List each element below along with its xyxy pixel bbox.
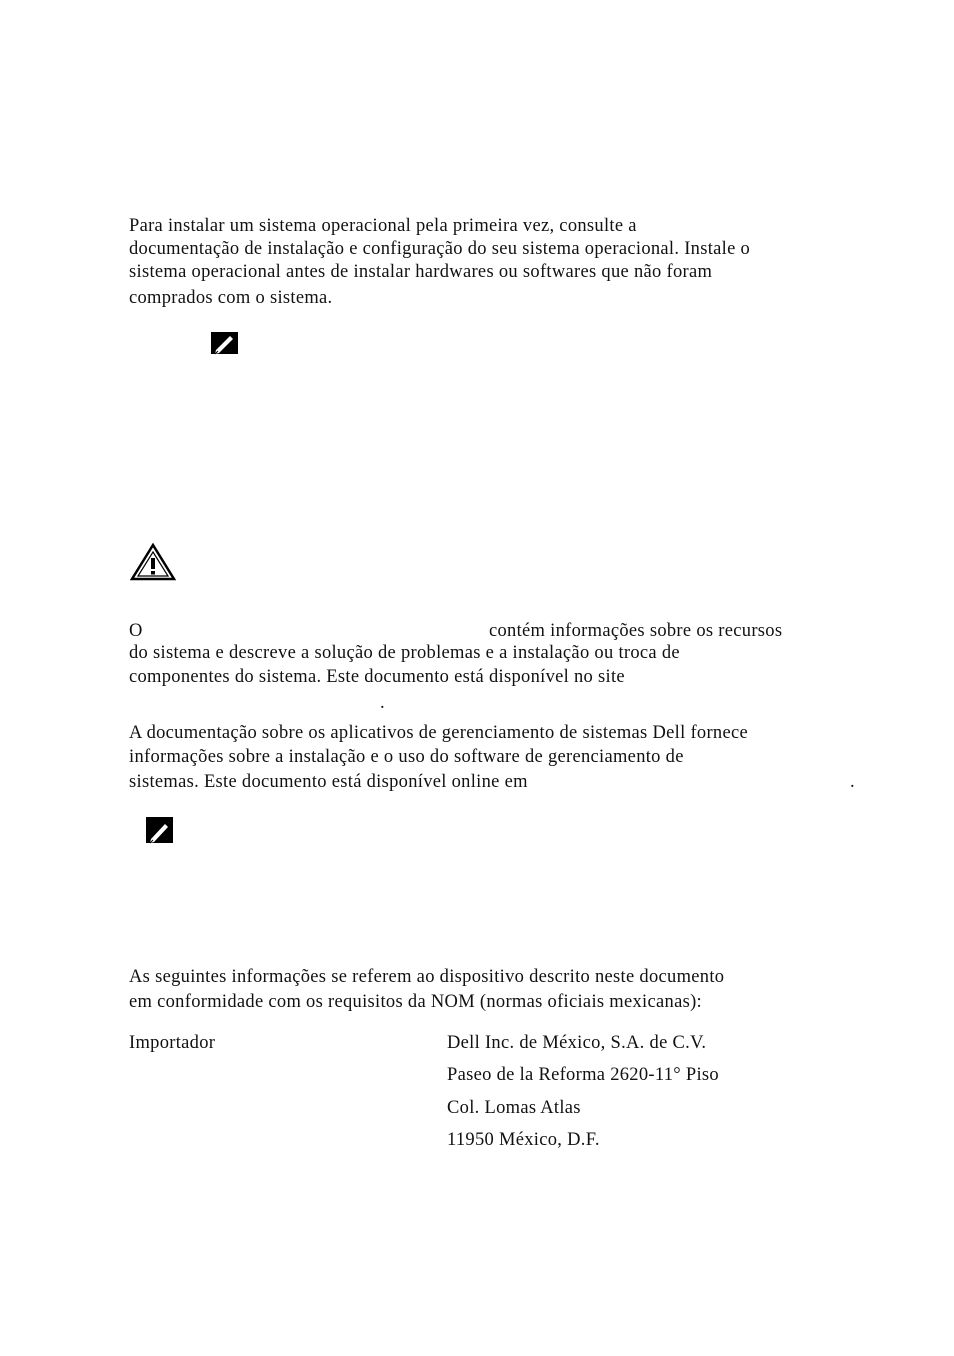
importer-label: Importador [129, 1033, 216, 1053]
manual-line-1-start: O [129, 621, 143, 641]
management-line-3-period: . [850, 772, 855, 792]
intro-line-4: comprados com o sistema. [129, 288, 333, 308]
manual-line-1-end: contém informações sobre os recursos [489, 621, 783, 641]
manual-line-2: do sistema e descreve a solução de problemas e a instalação ou troca de [129, 643, 680, 663]
management-line-3: sistemas. Este documento está disponível online em [129, 772, 528, 792]
intro-line-3: sistema operacional antes de instalar hardwares ou softwares que não foram [129, 262, 713, 282]
note-pencil-icon [209, 330, 240, 356]
importer-address-line-1: Dell Inc. de México, S.A. de C.V. [447, 1033, 707, 1053]
nom-line-2: em conformidade com os requisitos da NOM (normas oficiais mexicanas): [129, 992, 702, 1012]
importer-address-line-3: Col. Lomas Atlas [447, 1098, 581, 1118]
warning-triangle-icon [130, 543, 176, 581]
management-line-1: A documentação sobre os aplicativos de gerenciamento de sistemas Dell fornece [129, 723, 748, 743]
intro-line-2: documentação de instalação e configuração do seu sistema operacional. Instale o [129, 239, 751, 259]
intro-line-1: Para instalar um sistema operacional pela primeira vez, consulte a [129, 216, 637, 236]
importer-address-line-4: 11950 México, D.F. [447, 1130, 600, 1150]
manual-line-4-period: . [380, 693, 385, 713]
manual-line-3: componentes do sistema. Este documento está disponível no site [129, 667, 625, 687]
note-pencil-icon [144, 815, 175, 845]
nom-line-1: As seguintes informações se referem ao dispositivo descrito neste documento [129, 967, 725, 987]
management-line-2: informações sobre a instalação e o uso do software de gerenciamento de [129, 747, 684, 767]
importer-address-line-2: Paseo de la Reforma 2620-11° Piso [447, 1065, 719, 1085]
